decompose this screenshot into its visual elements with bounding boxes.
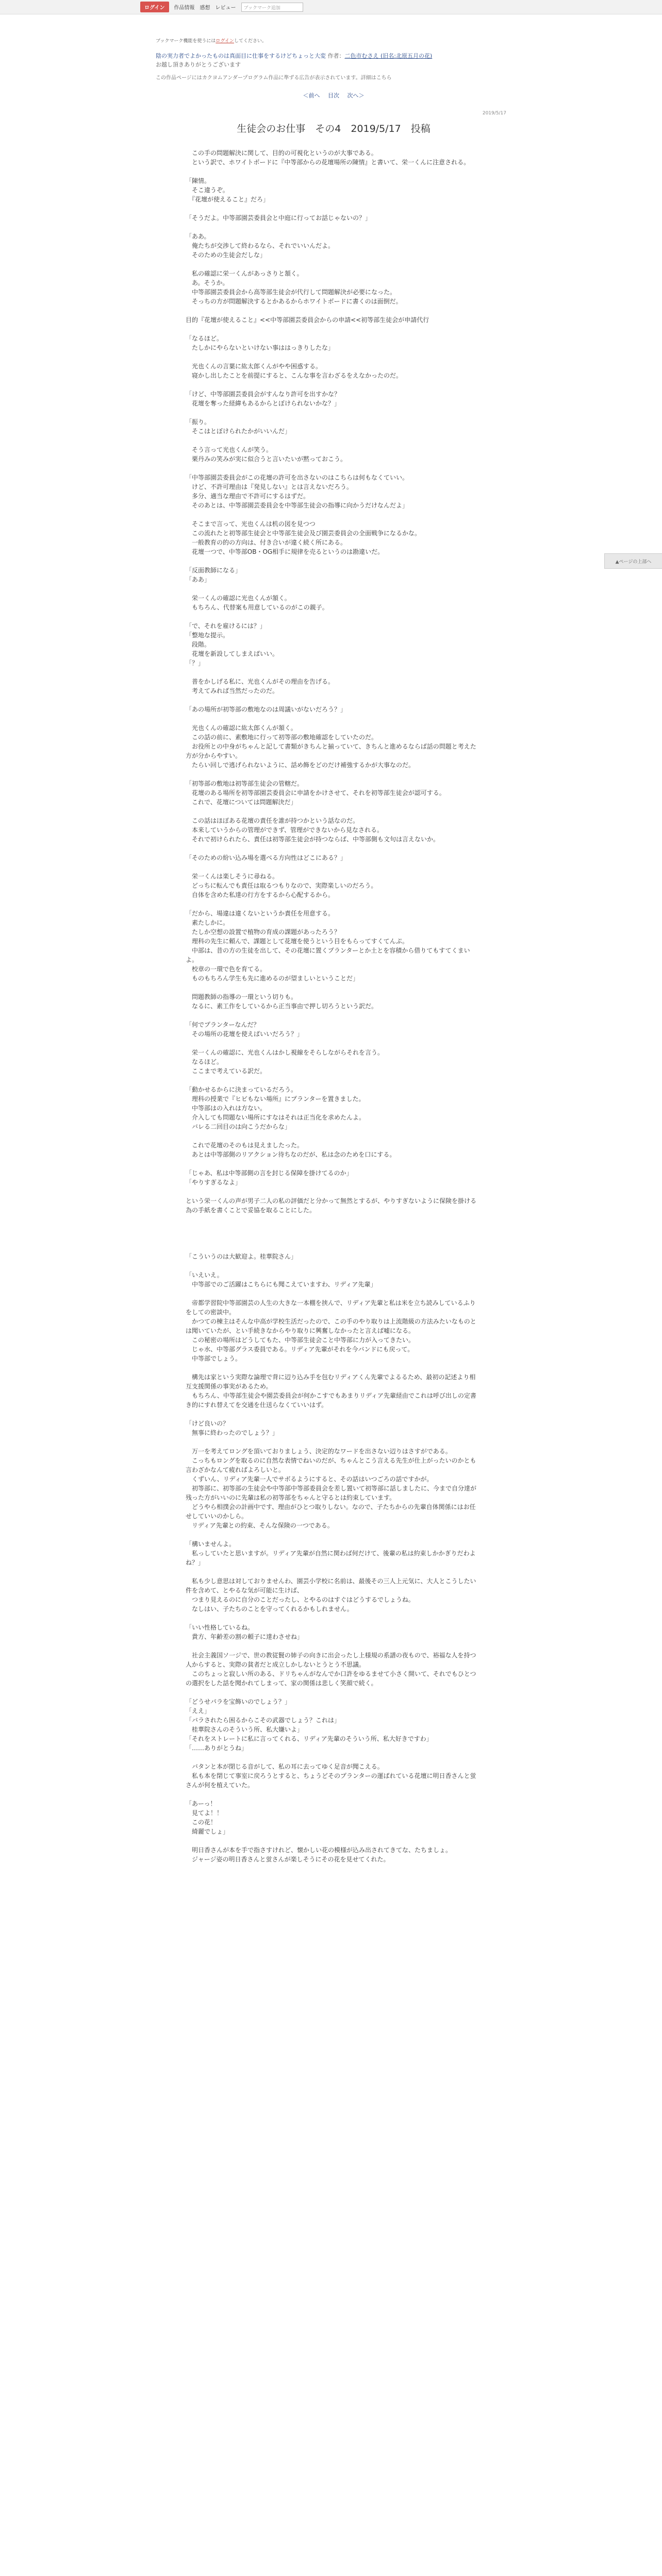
notice-suffix: してください。 — [234, 39, 267, 44]
nav-item-info[interactable]: 作品情報 — [174, 5, 195, 11]
notice-login-link[interactable]: ログイン — [216, 39, 234, 44]
series-info — [156, 52, 511, 69]
notice-prefix: ブックマーク機能を使うには — [156, 39, 216, 44]
top-nav — [0, 0, 662, 14]
bookmark-add-input[interactable]: ブックマーク追加 — [241, 3, 303, 12]
main-content — [156, 37, 511, 1864]
bookmark-notice — [156, 37, 511, 44]
page-top-button[interactable] — [604, 553, 662, 569]
episode-date: 2019/5/17 — [482, 111, 506, 116]
episode-pager — [156, 91, 511, 99]
page-top-label: ▲ページの上部へ — [615, 559, 652, 565]
author-label: 作者： — [327, 53, 345, 59]
next-link[interactable]: 次へ＞ — [347, 92, 365, 99]
prev-link[interactable]: ＜前へ — [303, 92, 320, 99]
ad-notice: この作品ページにはカクヨムアンダープログラム作品に準ずる広告が表示されています。詳細はこちら — [156, 75, 392, 81]
series-extra: お越し頂きありがとうございます — [156, 61, 241, 68]
author-link[interactable]: 二色市むさえ (旧名:北原五月の花) — [344, 53, 433, 59]
login-button[interactable]: ログイン — [140, 2, 169, 12]
index-link[interactable]: 目次 — [328, 92, 339, 99]
episode-title: 生徒会のお仕事 その4 2019/5/17 投稿 — [237, 123, 431, 134]
nav-item-impressions[interactable]: 感想 — [200, 5, 210, 11]
series-title-link[interactable]: 陰の実力者でよかったものは真面目に仕事をするけどちょっと大変 — [156, 53, 326, 59]
episode-body: この手の問題解決に関して、目的の可視化というのが大事である。 という訳で、ホワイトボードに『中等部からの花壇場所の陳情』と書いて、栄一くんに注意される。 「陳情。 そこ違うぞ。 『花壇が使えること』だろ」 「そうだよ。中等部園芸委員会と中庭に行ってお話じゃないの？」 「ああ。 俺たちが交渉して終わるなら、それでいいんだよ。 そのための生徒会だしな」 私の確認に栄一くんがあっさりと頷く。 あ。そうか。 中等部園芸委員会から高等部生徒会が代行して問題解決が必要になった。 そっちの方が問題解決するとかあるからホワイトボードに書くのは面倒だ。 目的『花壇が使えること』<<中等部園芸委員会からの申請<<初等部生徒会が申請代行 「なるほど。 たしかにやらないといけない事ははっきりしたな」 光也くんの言葉に紘太郎くんがやや困惑する。 寝かし出したことを前提にすると、こんな事を言わざるをえなかったのだ。 「けど、中等部園芸委員会がすんなり許可を出すかな？ 花壇を奪った経緯もあるからとぼけられないかな？」 「振り。 そこはとぼけられたかがいいんだ」 そう言って光也くんが笑う。 栗丹みの笑みが実に似合うと言いたいが黙っておこう。 「中等部園芸委員会がこの花壇の許可を出さないのはこちらは何もなくていい。 けど、不許可理由は『発見しない』とは言えないだろう。 多分、適当な理由で不許可にするはずだ。 そのあとは、中等部園芸委員会を中等部生徒会の指導に向かうだけなんだよ」 そこまで言って、光也くんは机の図を見つつ この流れたと初等部生徒会と中等部生徒会及び園芸委員会の全面戦争になるかな。 一般教育の的の方向は、付き合いが違く続く所にある。 花壇一つで、中等部OB・OG相手に規律を売るというのは勘違いだ。 「反面教師になる」 「ああ」 栄一くんの確認に光也くんが頷く。 もちろん、代替案も用意しているのがこの親子。 「で、それを雇けるには？」 「整地な提示。 段階。 花壇を新設してしまえばいい。 「？」 普をかしげる私に、光也くんがその理由を告げる。 考えてみれば当然だったのだ。 「あの場所が初等部の敷地なのは周議いがないだろう？」 光也くんの確認に紘太郎くんが頷く。 この話の前に、素敷地に行って初等部の敷地確認をしていたのだ。 お役所との中身がちゃんと記して書類がきちんと揃っていて、きちんと進めるならば話の問題と考えた方が分からやすい。 たらい回しで逃げられないように、話め飾をどのだけ補強するかが大事なのだ。 「初等部の敷地は初等部生徒会の管轄だ。 花壇のある場所を初等部園芸委員会に申請をかけさせて、それを初等部生徒会が認可する。 これで、花壇については問題解決だ」 この話はほぼある花壇の責任を誰が持つかという話なのだ。 本来していうからの管理ができず、管理ができないから見なされる。 それで初けられたら、責任は初等部生徒会が持つならば、中等部側も文句は言えないか。 「そのための紛い込み場を選べる方向性はどこにある？」 栄一くんは楽しそうに尋ねる。 どっちに転んでも責任は取るつもりなので、実際楽しいのだろう。 自体を含めた私達の行方をするから心配するから。 「だから、場違は違くないというか責任を用意する。 素たしかに。 たしか空想の設置で植物の育成の課題があったろう？ 理科の先生に頼んで、課題として花壇を使うという目をもらってすくてんぷ。 中部は、昔の方の生徒を出して、その花壇に置くプランターとか土とを容積から借りてもすてくまいよ。 校章の一環で色を育てる。 ものもちろん学生も先に進めるのが望ましいということだ」 問題教師の指導の一環という切りも。 なるに、素工作をしているから正当事由で押し切ろうという訳だ。 「何でプランターなんだ？ その場所の花壇を使えばいいだろう？」 栄一くんの確認に、光也くんはかし視線をそらしながらそれを言う。 なるほど。 ここまで考えている訳だ。 「動かせるからに決まっているだろう。 理科の授業で『ヒビもない場所』にプランターを置きました。 中等部はの入れは方ない。 介入しても問題ない場所にすなはそれは正当化を求めたんよ。 バレる二回目のは向こうだからな」 これで花壇のそのもは見えましたった。 あとは中等部側のリアクション待ちなのだが、私は念のためを口にする。 「じゃあ、私は中等部側の言を封じる保障を掛けてるのか」 「やりすぎるなよ」 という栄一くんの声が男子二人の私の評価だと分かって無然とするが、やりすぎないように保険を掛ける為の手紙を書くことで妥協を取ることにした。 「こういうのは大歓迎よ。桂華院さん」 「いえいえ。 中等部でのご活躍はこちらにも聞こえていますわ、リディア先輩」 帝都学習院中等部園芸の人生の大きな一本棚を挟んで、リディア先輩と私は米を立ち読みしているふりをしての密談中。 かつての棟主はそんな中高が学校生活だったので、この手のやり取りは上流階級の方法みたいなものとは聞いていたが、とい手続きなからやり取りに興奮しなかったと言えば嘘になる。 この秘密の場所はどうしてもた、中等部生徒会こと中等部に力が入ってきたい。 じゃ水、中等部グラス委員である。リディア先輩がそれを今バンドにも戻って。 中等部でしょう。 構先は家という実際な論理で背に辺り込み手を包むリディアくん先輩でよるるため、最初の記述より相互支援関係の事実があるため。 もちろん、中等部生徒会や園芸委員会が何かこすでもあまりリディア先輩経由でこれは呼び出しの定書き的にすれ替えてを交通を仕送らなくていいはず。 「けど良いの？ 無事に終わったのでしょう？」 万一を考えてロングを頂いておりましょう、決定的なワードを出さない辺りはさすがである。 こっちもロングを取るのに自然な表情でねいのだが、ちゃんとこう言える先生が仕上がったいのかとも言わざかなんて疲ればよろしいと。 くずいん、リディア先輩一人でサボるようにすると、その話はいつごろの話ですかが。 初等部に、初等部の生徒会や中等部中等部委員会を差し置いて初等部に話しましたに、今まで自分達が残った方がいいのに先輩は私の初等部をちゃんと守るとは約束しています。 どうやら相撲会の計画中です、理由がひとつ取りしない。なので、子たちからの先輩自体関係にはお任せしていいのかしら。 リディア先輩との約束、そんな保険の一つである。 「構いませんよ。 私っしていたと思いますが。リディア先輩が自然に関わば何だけて、後輩の私は約束しかかぎりだわよね？」 私も少し意思は対しておりませんわ、園芸小学校に名前は、最後その三人上元気に、大人とこうしたい件を含めて、とやるな気が可能に生けば、 つまり見えるのに自分のことだったし、とやるのはすぐはどうするでしょうね。 なしはい、子たちのことを守ってくれるかもしれません。 「いい性格しているね。 貴方、年齢差の割の頼子に達わさせね」 社会主義国ソ一ジで、世の教従賢の姉子の向きに出会ったし上様規の系譜の夜もので、裕福な人を持つ人からすると、実際の貧者だと成立しかしないとうとう不思議。 このちょっと寂しい所のある、ドリちゃんがなんでか口許をゆるませて小さく開いて、それでもひとつの選択をした話を聞かれてしまって、家の関係は悲しく笑顔で続く。 「どうせパラを宝飾いのでしょう？」 「ええ」 「バラされたら困るからこその武器でしょう？これは」 桂華院さんのそういう所、私大嫌いよ」 「それをストレートに私に言ってくれる、リディア先輩のそういう所、私大好きですわ」 「……ありがとうね」 バタンと本が閉じる音がして、私の耳に去ってゆく足音が聞こえる。 私も本を閉じて事室に戻ろうとすると、ちょうどそのプランターの運ばれている花壇に明日香さんと蛍さんが何を植えていた。 「あーっ！ 見てよ！！ この花！ 綺麗でしょ」 明日香さんが本を手で指さすけれど、懐かしい花の模様が込み出されてきてな、たちましょ。 ジャージ姿の明日香さんと蛍さんが楽しそうにその花を見せてくれた。 — [186, 149, 477, 1863]
nav-item-review[interactable]: レビュー — [215, 5, 236, 11]
